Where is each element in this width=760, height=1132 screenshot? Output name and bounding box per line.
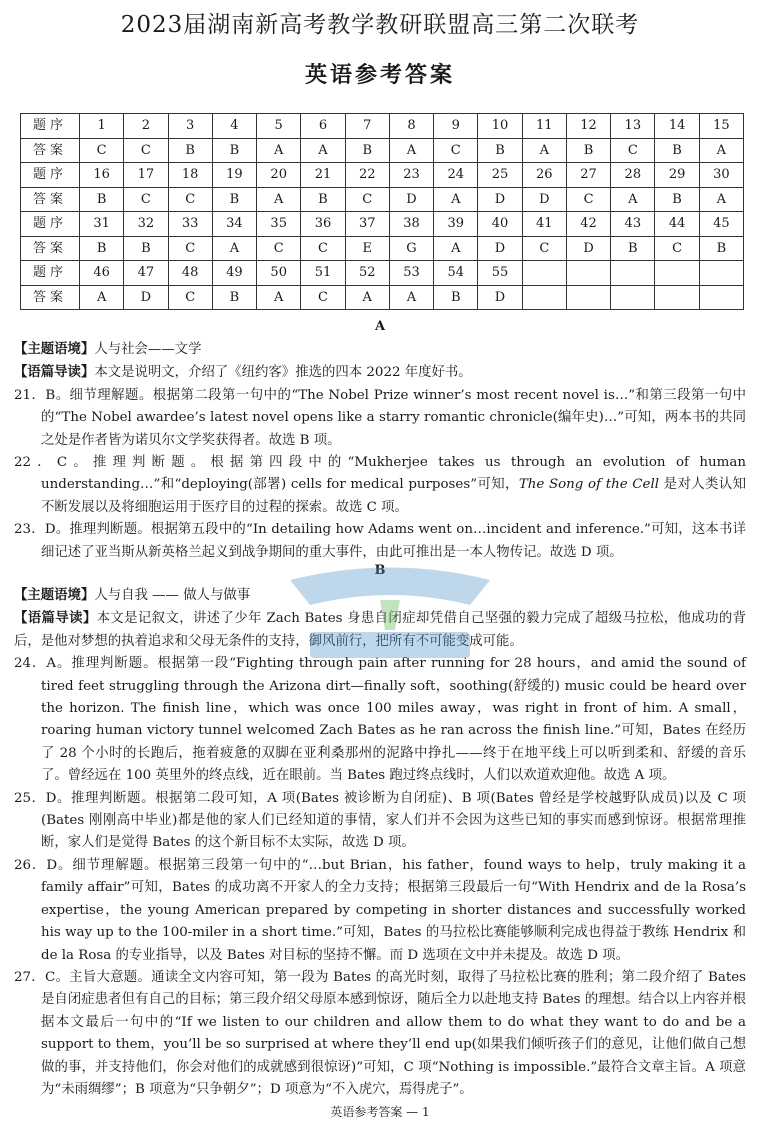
answer-cell: C — [168, 187, 212, 212]
question-number-cell: 53 — [389, 261, 433, 286]
answer-cell: C — [124, 187, 168, 212]
question-number-cell: 49 — [212, 261, 256, 286]
answer-cell: B — [301, 187, 345, 212]
answer-cell: A — [522, 138, 566, 163]
answer-cell: C — [566, 187, 610, 212]
answer-cell — [522, 285, 566, 310]
section-b-letter: B — [374, 563, 386, 578]
answer-cell: A — [257, 138, 301, 163]
answer-cell: A — [699, 138, 743, 163]
question-number-cell: 2 — [124, 114, 168, 139]
answer-cell — [566, 285, 610, 310]
answer-cell: A — [434, 236, 478, 261]
section-b-body — [14, 584, 746, 1101]
question-number-cell: 37 — [345, 212, 389, 237]
guide-text: 本文是记叙文，讲述了少年 Zach Bates 身患自闭症却凭借自己坚强的毅力完成了超级马拉松，他成功的背后，是他对梦想的执着追求和父母无条件的支持，御风前行，把所有不可能变成可能。 — [14, 611, 746, 649]
answer-item-21: 21．B。细节理解题。根据第二段第一句中的“The Nobel Prize winner’s most recent novel is…”和第三段第一句中的“The Nobel awardee’s latest novel opens like a starry romantic chronicle(编年史)…”可知，两本书的共同之处是作者皆为诺贝尔文学奖获得者。故选 B 项。 — [14, 387, 746, 448]
answer-key-answer-row — [21, 138, 744, 163]
question-number-cell — [522, 261, 566, 286]
answer-cell: A — [699, 187, 743, 212]
answer-cell: C — [168, 285, 212, 310]
answer-item-26: 26．D。细节理解题。根据第三段第一句中的“…but Brian，his father，found ways to help，truly making it a family affair”可知，Bates 的成功离不开家人的全力支持；根据第三段最后一句“With Hendrix and de la Rosa’s expertise，the young American prepared by competing in shorter distances and successfully worked his way up to the 100-miler in a short time.”可知，Bates 的马拉松比赛能够顺利完成也得益于教练 Hendrix 和 de la Rosa 的专业指导，以及 Bates 对目标的坚持不懈。而 D 选项在文中并未提及。故选 D 项。 — [14, 857, 746, 963]
answer-cell: B — [212, 285, 256, 310]
section-a-letter: A — [374, 319, 386, 334]
question-number-cell — [566, 261, 610, 286]
question-number-cell: 11 — [522, 114, 566, 139]
answer-cell: D — [478, 285, 522, 310]
answer-cell: B — [168, 138, 212, 163]
answer-cell — [655, 285, 699, 310]
answer-cell: D — [389, 187, 433, 212]
answer-cell: A — [345, 285, 389, 310]
question-number-cell: 42 — [566, 212, 610, 237]
answer-cell: C — [522, 236, 566, 261]
row-label-number: 题序 — [21, 212, 80, 237]
row-label-number: 题序 — [21, 163, 80, 188]
answer-key-number-row — [21, 261, 744, 286]
question-number-cell: 12 — [566, 114, 610, 139]
answer-cell — [699, 285, 743, 310]
question-number-cell: 33 — [168, 212, 212, 237]
page-footer: 英语参考答案 — 1 — [330, 1105, 430, 1119]
question-number-cell: 39 — [434, 212, 478, 237]
answer-cell: B — [434, 285, 478, 310]
question-number-cell: 35 — [257, 212, 301, 237]
question-number-cell: 45 — [699, 212, 743, 237]
question-number-cell: 48 — [168, 261, 212, 286]
answer-cell: A — [434, 187, 478, 212]
question-number-cell: 41 — [522, 212, 566, 237]
theme-tag: 【主题语境】 — [14, 341, 95, 357]
answer-cell: C — [168, 236, 212, 261]
question-number-cell: 32 — [124, 212, 168, 237]
answer-cell: C — [301, 236, 345, 261]
answer-item-25: 25．D。推理判断题。根据第二段可知，A 项(Bates 被诊断为自闭症)、B 项(Bates 曾经是学校越野队成员)以及 C 项(Bates 刚刚高中毕业)都是他的家人们已经知道的事情，家人们并不会因为这些已知的事实而感到惊讶。根据常理推断，家人们是觉得 Bates 的这个新目标不太实际，故选 D 项。 — [14, 790, 746, 851]
answer-key-answer-row — [21, 236, 744, 261]
question-number-cell: 4 — [212, 114, 256, 139]
answer-item-27: 27．C。主旨大意题。通读全文内容可知，第一段为 Bates 的高光时刻，取得了马拉松比赛的胜利；第二段介绍了 Bates 是自闭症患者但有自己的目标；第三段介绍父母原本感到惊讶，随后全力以赴地支持 Bates 的理想。结合以上内容并根据本文最后一句中的“If we listen to our children and allow them to do what they want to do and be a support to them，you’ll be so surprised at where they’ll end up(如果我们倾听孩子们的意见，让他们做自己想做的事，并支持他们，你会对他们的成就感到很惊讶)”可知，C 项“Nothing is impossible.”最符合文章主旨。A 项意为“未雨绸缪”；B 项意为“只争朝夕”；D 项意为“不入虎穴，焉得虎子”。 — [14, 969, 746, 1097]
question-number-cell — [611, 261, 655, 286]
section-b-guide — [14, 607, 746, 653]
question-number-cell: 3 — [168, 114, 212, 139]
question-number-cell: 26 — [522, 163, 566, 188]
answer-cell: A — [389, 138, 433, 163]
question-number-cell: 36 — [301, 212, 345, 237]
answer-cell: A — [257, 285, 301, 310]
question-number-cell: 21 — [301, 163, 345, 188]
question-number-cell: 7 — [345, 114, 389, 139]
answer-cell: B — [80, 236, 124, 261]
question-number-cell: 14 — [655, 114, 699, 139]
answer-cell: B — [655, 138, 699, 163]
answer-cell: B — [212, 138, 256, 163]
answer-cell: C — [80, 138, 124, 163]
answer-cell: A — [80, 285, 124, 310]
answer-cell: B — [80, 187, 124, 212]
question-number-cell: 13 — [611, 114, 655, 139]
row-label-answer: 答案 — [21, 285, 80, 310]
question-number-cell: 38 — [389, 212, 433, 237]
question-number-cell: 24 — [434, 163, 478, 188]
question-number-cell: 55 — [478, 261, 522, 286]
question-number-cell: 18 — [168, 163, 212, 188]
question-number-cell: 10 — [478, 114, 522, 139]
question-number-cell: 9 — [434, 114, 478, 139]
theme-text: 人与自我 —— 做人与做事 — [94, 588, 251, 603]
answer-cell: A — [257, 187, 301, 212]
answer-cell: A — [611, 187, 655, 212]
row-label-number: 题序 — [21, 114, 80, 139]
answer-key-answer-row — [21, 285, 744, 310]
question-number-cell: 47 — [124, 261, 168, 286]
answer-cell: C — [611, 138, 655, 163]
book-title: The Song of the Cell — [518, 477, 660, 493]
answer-cell: E — [345, 236, 389, 261]
answer-cell: B — [478, 138, 522, 163]
answer-cell: B — [566, 138, 610, 163]
guide-tag: 【语篇导读】 — [14, 610, 97, 627]
theme-tag: 【主题语境】 — [14, 587, 95, 603]
answer-key-number-row — [21, 212, 744, 237]
question-number-cell: 52 — [345, 261, 389, 286]
answer-cell: B — [124, 236, 168, 261]
question-number-cell — [655, 261, 699, 286]
question-number-cell: 44 — [655, 212, 699, 237]
question-number-cell: 6 — [301, 114, 345, 139]
question-number-cell: 40 — [478, 212, 522, 237]
question-number-cell: 30 — [699, 163, 743, 188]
document-subtitle: 英语参考答案 — [304, 63, 455, 88]
question-number-cell: 46 — [80, 261, 124, 286]
question-number-cell: 54 — [434, 261, 478, 286]
question-number-cell: 8 — [389, 114, 433, 139]
answer-cell: A — [301, 138, 345, 163]
question-number-cell: 16 — [80, 163, 124, 188]
answer-cell: B — [345, 138, 389, 163]
answer-cell — [611, 285, 655, 310]
question-number-cell: 25 — [478, 163, 522, 188]
guide-tag: 【语篇导读】 — [14, 364, 95, 381]
answer-cell: B — [699, 236, 743, 261]
row-label-answer: 答案 — [21, 138, 80, 163]
answer-cell: D — [478, 187, 522, 212]
answer-cell: A — [212, 236, 256, 261]
answer-cell: D — [478, 236, 522, 261]
answer-cell: C — [655, 236, 699, 261]
question-number-cell: 20 — [257, 163, 301, 188]
theme-text: 人与社会——文学 — [94, 342, 202, 357]
answer-cell: A — [389, 285, 433, 310]
section-a-guide — [14, 361, 746, 384]
answer-cell: D — [124, 285, 168, 310]
answer-cell: C — [345, 187, 389, 212]
answer-cell: D — [566, 236, 610, 261]
question-number-cell: 23 — [389, 163, 433, 188]
question-number-cell: 19 — [212, 163, 256, 188]
question-number-cell: 34 — [212, 212, 256, 237]
answer-item-22: 22．C。推理判断题。根据第四段中的“Mukherjee takes us through an evolution of human understanding…”和“deploying(部署) cells for medical purposes”可知，The Song of the Cell 是对人类认知不断发展以及将细胞运用于医疗目的过程的探索。故选 C 项。 — [14, 455, 746, 515]
answer-cell: C — [434, 138, 478, 163]
section-b-theme — [14, 584, 746, 607]
question-number-cell: 51 — [301, 261, 345, 286]
answer-cell: D — [522, 187, 566, 212]
answer-cell: B — [212, 187, 256, 212]
answer-cell: C — [301, 285, 345, 310]
question-number-cell: 28 — [611, 163, 655, 188]
question-number-cell: 22 — [345, 163, 389, 188]
answer-cell: B — [611, 236, 655, 261]
answer-item-24: 24．A。推理判断题。根据第一段“Fighting through pain after running for 28 hours，and amid the sound of tired feet struggling through the Arizona dirt—finally soft，soothing(舒缓的) music could be heard over the horizon. The finish line，which was once 100 miles away，was right in front of him. A small，roaring human victory tunnel welcomed Zach Bates as he ran across the finish line.”可知，Bates 在经历了 28 个小时的长跑后，拖着疲惫的双脚在亚利桑那州的泥路中挣扎——终于在地平线上可以听到柔和、舒缓的音乐了。曾经远在 100 英里外的终点线，近在眼前。当 Bates 跑过终点线时，人们以欢道欢迎他。故选 A 项。 — [14, 656, 746, 784]
answer-key-number-row — [21, 114, 744, 139]
question-number-cell: 43 — [611, 212, 655, 237]
answer-key-table — [20, 113, 744, 310]
answer-cell: G — [389, 236, 433, 261]
question-number-cell: 5 — [257, 114, 301, 139]
question-number-cell: 27 — [566, 163, 610, 188]
document-title: 2023届湖南新高考教学教研联盟高三第二次联考 — [120, 12, 640, 38]
row-label-answer: 答案 — [21, 236, 80, 261]
guide-text: 本文是说明文，介绍了《纽约客》推选的四本 2022 年度好书。 — [94, 365, 472, 381]
row-label-number: 题序 — [21, 261, 80, 286]
question-number-cell: 50 — [257, 261, 301, 286]
answer-item-23: 23．D。推理判断题。根据第五段中的“In detailing how Adams went on…incident and inference.”可知，这本书详细记述了亚当斯从新英格兰起义到战争期间的重大事件，由此可推出是一本人物传记。故选 D 项。 — [14, 522, 746, 560]
question-number-cell: 29 — [655, 163, 699, 188]
answer-key-answer-row — [21, 187, 744, 212]
question-number-cell — [699, 261, 743, 286]
answer-cell: C — [257, 236, 301, 261]
section-a-body — [14, 338, 746, 564]
question-number-cell: 1 — [80, 114, 124, 139]
answer-key-number-row — [21, 163, 744, 188]
row-label-answer: 答案 — [21, 187, 80, 212]
section-a-theme — [14, 338, 746, 361]
question-number-cell: 31 — [80, 212, 124, 237]
answer-cell: B — [655, 187, 699, 212]
question-number-cell: 17 — [124, 163, 168, 188]
answer-cell: C — [124, 138, 168, 163]
question-number-cell: 15 — [699, 114, 743, 139]
